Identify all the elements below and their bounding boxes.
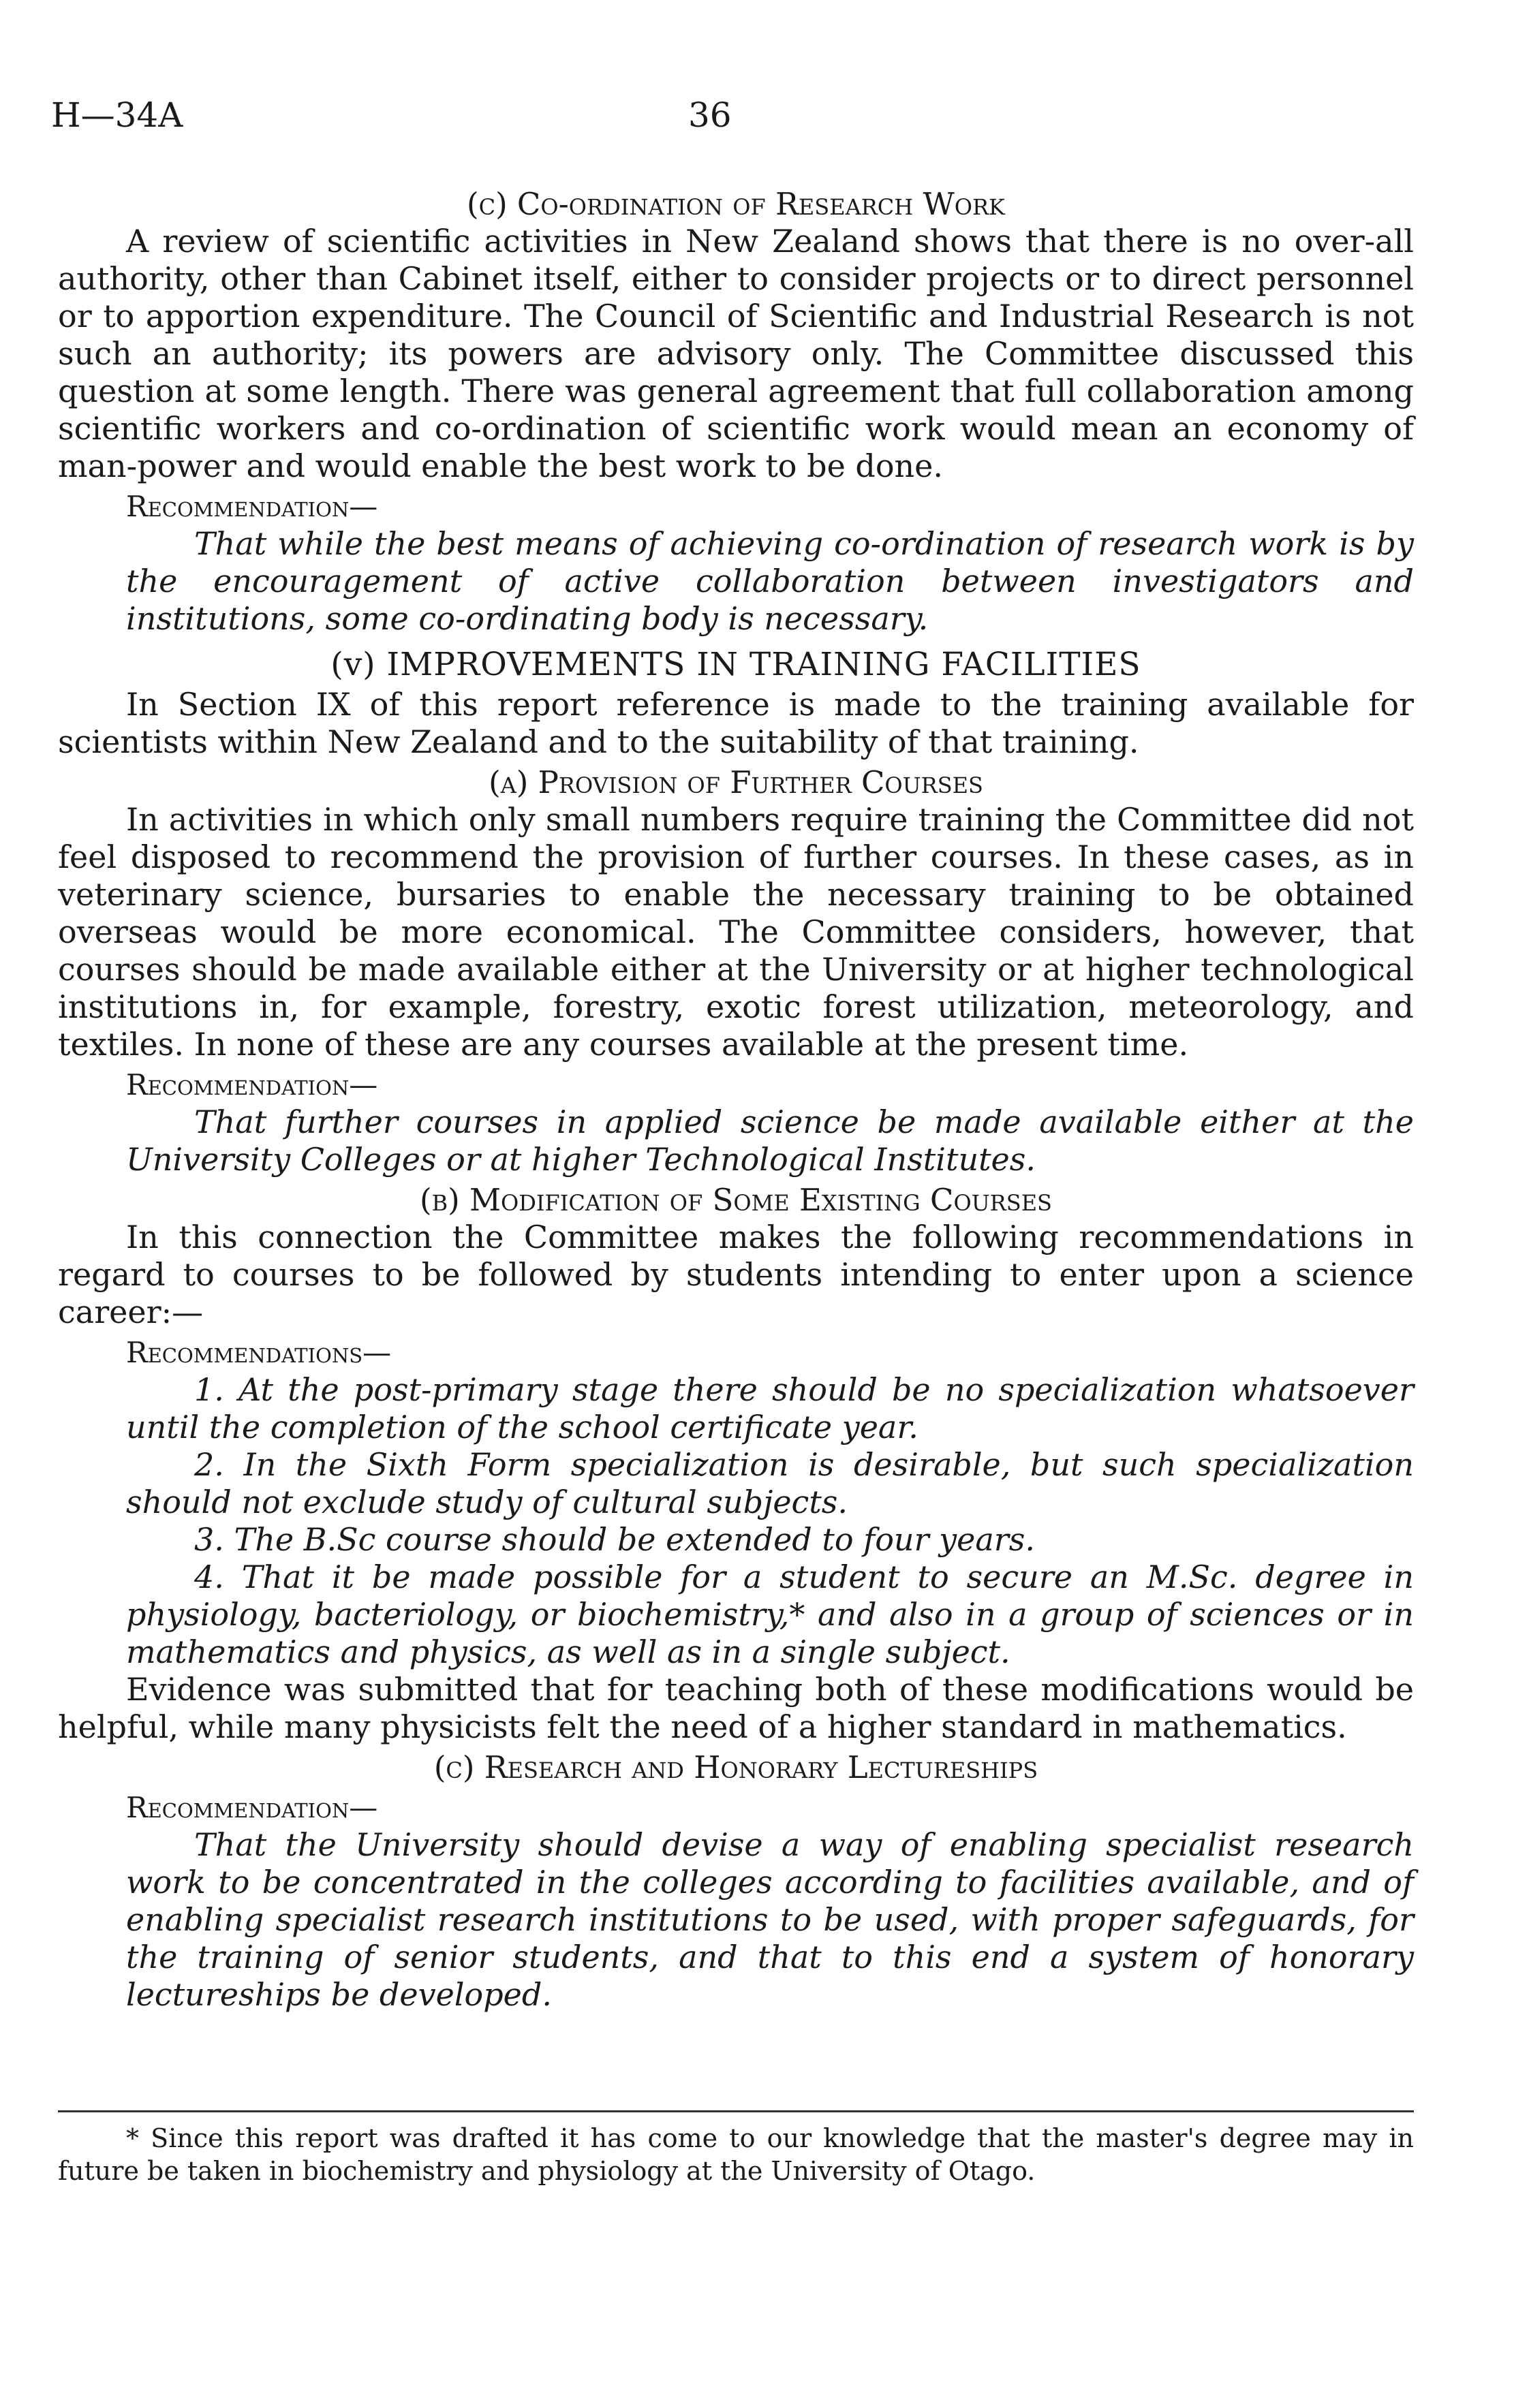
recommendation-text: That while the best means of achieving co-ordination of research work is by the encouragement of active collaboration between investigators and institutions, some co-ordinating body is necessary. — [126, 525, 1414, 637]
section-heading: (a) Provision of Further Courses — [489, 764, 983, 800]
recommendation-item: 4. That it be made possible for a student to secure an M.Sc. degree in physiology, bacteriology, or biochemistry,* and also in a group of sciences or in mathematics and physics, as well as in a single subject. — [126, 1559, 1414, 1670]
document-code: H—34A — [51, 95, 183, 135]
recommendation-label: Recommendation— — [126, 1068, 378, 1101]
paragraph: A review of scientific activities in New Zealand shows that there is no over-all authority, other than Cabinet itself, either to consider projects or to direct personnel or to apportion expenditure. The Council of Scientific and Industrial Research is not such an authority; its powers are advisory only. The Committee discussed this question at some length. There was general agreement that full collaboration among scientific workers and co-ordination of scientific work would mean an economy of man-power and would enable the best work to be done. — [58, 223, 1414, 484]
footnote-divider — [58, 2110, 1414, 2112]
recommendation-item: 3. The B.Sc course should be extended to four years. — [194, 1521, 1035, 1558]
page-number: 36 — [688, 95, 732, 135]
paragraph: In this connection the Committee makes the following recommendations in regard to courses to be followed by students intending to enter upon a science career:— — [58, 1219, 1414, 1330]
recommendation-text: That the University should devise a way of enabling specialist research work to be concentrated in the colleges according to facilities available, and of enabling specialist research institutions to be used, with proper safeguards, for the training of senior students, and that to this end a system of honorary lectureships be developed. — [126, 1826, 1414, 2013]
section-heading: (c) Research and Honorary Lectureships — [433, 1749, 1038, 1785]
recommendation-item: 1. At the post-primary stage there should be no specialization whatsoever until the completion of the school certificate year. — [126, 1371, 1414, 1445]
recommendation-text: That further courses in applied science be made available either at the University Colleges or at higher Technological Institutes. — [126, 1104, 1414, 1178]
section-heading: (c) Co-ordination of Research Work — [467, 186, 1005, 222]
page-body — [58, 183, 1414, 2014]
recommendation-label: Recommendation— — [126, 490, 378, 523]
recommendation-label: Recommendation— — [126, 1791, 378, 1824]
footnote: * Since this report was drafted it has come to our knowledge that the master's degree may in future be taken in biochemistry and physiology at the University of Otago. — [58, 2123, 1414, 2186]
paragraph: Evidence was submitted that for teaching both of these modifications would be helpful, while many physicists felt the need of a higher standard in mathematics. — [58, 1671, 1414, 1745]
recommendation-label: Recommendations— — [126, 1336, 392, 1369]
recommendation-item: 2. In the Sixth Form specialization is desirable, but such specialization should not exclude study of cultural subjects. — [126, 1446, 1414, 1520]
section-heading: (b) Modification of Some Existing Courses — [420, 1182, 1052, 1218]
paragraph: In activities in which only small numbers require training the Committee did not feel disposed to recommend the provision of further courses. In these cases, as in veterinary science, bursaries to enable the necessary training to be obtained overseas would be more economical. The Committee considers, however, that courses should be made available either at the University or at higher technological institutions in, for example, forestry, exotic forest utilization, meteorology, and textiles. In none of these are any courses available at the present time. — [58, 801, 1414, 1063]
major-heading: (v) IMPROVEMENTS IN TRAINING FACILITIES — [330, 646, 1141, 683]
paragraph: In Section IX of this report reference is made to the training available for scientists within New Zealand and to the suitability of that training. — [58, 686, 1414, 760]
